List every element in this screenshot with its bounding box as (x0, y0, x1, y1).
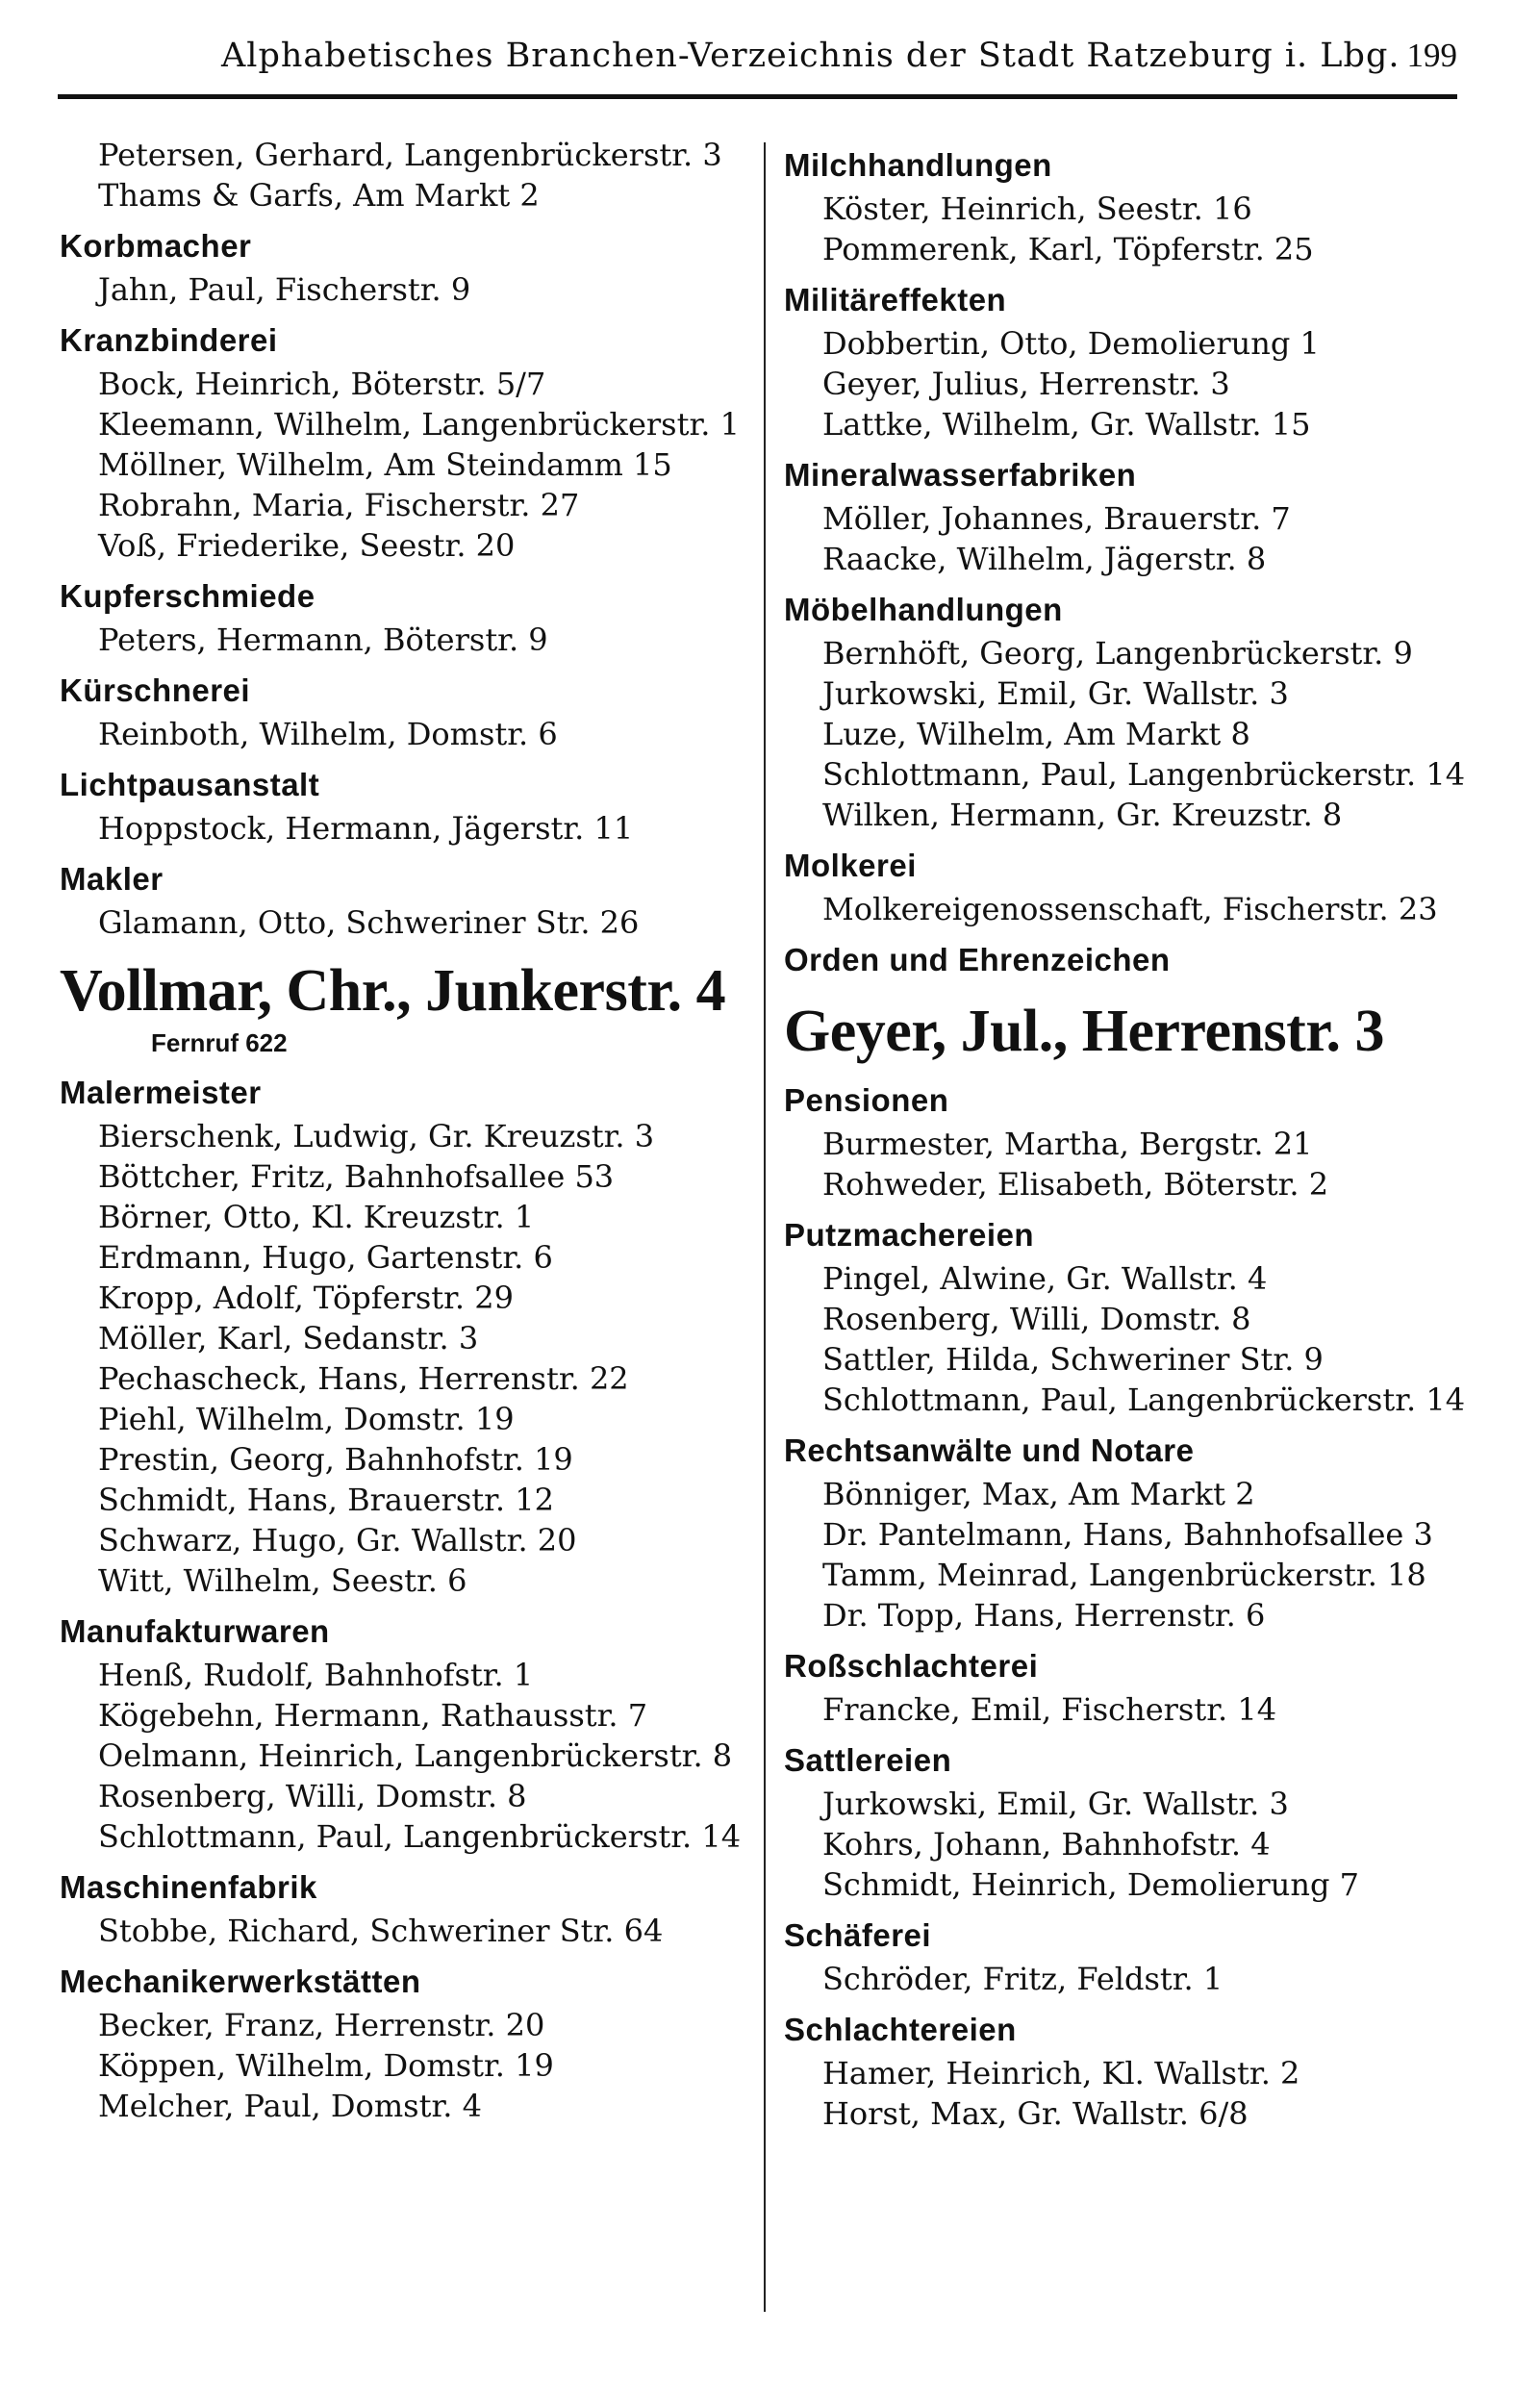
directory-entry: Petersen, Gerhard, Langenbrückerstr. 3 (98, 137, 722, 173)
category-heading: Mechanikerwerkstätten (60, 1964, 421, 1999)
category-heading: Korbmacher (60, 228, 252, 264)
directory-entry: Raacke, Wilhelm, Jägerstr. 8 (822, 541, 1267, 577)
directory-entry: Becker, Franz, Herrenstr. 20 (98, 2007, 545, 2043)
directory-entry: Möller, Johannes, Brauerstr. 7 (822, 500, 1291, 537)
directory-entry: Möller, Karl, Sedanstr. 3 (98, 1320, 479, 1356)
directory-entry: Erdmann, Hugo, Gartenstr. 6 (98, 1239, 553, 1276)
directory-entry: Prestin, Georg, Bahnhofstr. 19 (98, 1441, 573, 1478)
category-heading: Makler (60, 861, 164, 897)
directory-entry: Bierschenk, Ludwig, Gr. Kreuzstr. 3 (98, 1118, 655, 1154)
directory-entry: Bönniger, Max, Am Markt 2 (822, 1476, 1255, 1512)
running-title: Alphabetisches Branchen-Verzeichnis der Stadt Ratzeburg i. Lbg. (221, 37, 1400, 75)
directory-entry: Burmester, Martha, Bergstr. 21 (822, 1126, 1313, 1162)
directory-entry: Schröder, Fritz, Feldstr. 1 (822, 1961, 1224, 1997)
directory-entry: Bernhöft, Georg, Langenbrückerstr. 9 (822, 635, 1413, 672)
continued-entries (60, 135, 752, 215)
category-section (784, 142, 1476, 269)
directory-entry: Pommerenk, Karl, Töpferstr. 25 (822, 231, 1314, 267)
directory-entry: Melcher, Paul, Domstr. 4 (98, 2088, 482, 2124)
category-section (60, 1959, 752, 2126)
right-sections-b (784, 1077, 1476, 2134)
directory-entry: Pechascheck, Hans, Herrenstr. 22 (98, 1360, 629, 1397)
directory-entry: Witt, Wilhelm, Seestr. 6 (98, 1562, 467, 1599)
directory-entry: Hamer, Heinrich, Kl. Wallstr. 2 (822, 2055, 1300, 2091)
directory-entry: Stobbe, Richard, Schweriner Str. 64 (98, 1913, 664, 1949)
category-heading: Mineralwasserfabriken (784, 457, 1137, 493)
directory-entry: Schlottmann, Paul, Langenbrückerstr. 14 (822, 756, 1466, 793)
directory-entry: Pingel, Alwine, Gr. Wallstr. 4 (822, 1260, 1268, 1297)
right-column (784, 135, 1476, 2134)
category-section (60, 762, 752, 849)
directory-entry: Wilken, Hermann, Gr. Kreuzstr. 8 (822, 797, 1343, 833)
category-heading: Sattlereien (784, 1742, 952, 1778)
directory-entry: Oelmann, Heinrich, Langenbrückerstr. 8 (98, 1737, 733, 1774)
category-section (784, 937, 1476, 983)
directory-entry: Jurkowski, Emil, Gr. Wallstr. 3 (822, 675, 1289, 712)
directory-entry: Bock, Heinrich, Böterstr. 5/7 (98, 366, 546, 402)
running-head (58, 37, 1457, 85)
category-section (784, 2007, 1476, 2134)
directory-entry: Horst, Max, Gr. Wallstr. 6/8 (822, 2095, 1249, 2132)
directory-entry: Schmidt, Heinrich, Demolierung 7 (822, 1866, 1359, 1903)
directory-entry: Kleemann, Wilhelm, Langenbrückerstr. 1 (98, 406, 740, 443)
directory-entry: Schlottmann, Paul, Langenbrückerstr. 14 (98, 1818, 742, 1855)
directory-entry: Robrahn, Maria, Fischerstr. 27 (98, 487, 580, 523)
category-section (784, 587, 1476, 835)
directory-entry: Schmidt, Hans, Brauerstr. 12 (98, 1482, 554, 1518)
category-heading: Malermeister (60, 1075, 262, 1110)
directory-entry: Dr. Pantelmann, Hans, Bahnhofsallee 3 (822, 1516, 1433, 1553)
column-divider (764, 142, 766, 2312)
category-heading: Molkerei (784, 848, 917, 883)
category-heading: Pensionen (784, 1082, 949, 1118)
category-section (60, 1070, 752, 1601)
directory-entry: Dr. Topp, Hans, Herrenstr. 6 (822, 1597, 1266, 1634)
left-sections-b (60, 1070, 752, 2126)
category-heading: Kupferschmiede (60, 578, 315, 614)
header-rule (58, 94, 1457, 99)
directory-entry: Rosenberg, Willi, Domstr. 8 (822, 1301, 1251, 1337)
directory-entry: Geyer, Julius, Herrenstr. 3 (822, 366, 1230, 402)
category-heading: Kürschnerei (60, 672, 251, 708)
category-section (784, 277, 1476, 444)
category-section (60, 317, 752, 566)
category-section (60, 1864, 752, 1951)
left-column (60, 135, 752, 2126)
right-sections-a (784, 142, 1476, 983)
category-section (784, 843, 1476, 929)
directory-entry: Reinboth, Wilhelm, Domstr. 6 (98, 716, 558, 752)
directory-entry: Schlottmann, Paul, Langenbrückerstr. 14 (822, 1381, 1466, 1418)
category-section (784, 1428, 1476, 1635)
directory-entry: Luze, Wilhelm, Am Markt 8 (822, 716, 1250, 752)
category-section (784, 452, 1476, 579)
directory-entry: Kropp, Adolf, Töpferstr. 29 (98, 1280, 514, 1316)
category-heading: Schlachtereien (784, 2012, 1017, 2047)
category-section (784, 1913, 1476, 1999)
category-heading: Militäreffekten (784, 282, 1007, 317)
category-heading: Rechtsanwälte und Notare (784, 1432, 1195, 1468)
category-section (60, 573, 752, 660)
left-sections-a (60, 223, 752, 943)
category-heading: Roßschlachterei (784, 1648, 1039, 1684)
category-heading: Schäferei (784, 1917, 932, 1953)
category-section (60, 668, 752, 754)
directory-entry: Köppen, Wilhelm, Domstr. 19 (98, 2047, 554, 2084)
category-heading: Maschinenfabrik (60, 1869, 317, 1905)
advert-vollmar: Vollmar, Chr., Junkerstr. 4 (60, 958, 726, 1024)
directory-entry: Schwarz, Hugo, Gr. Wallstr. 20 (98, 1522, 577, 1559)
directory-entry: Francke, Emil, Fischerstr. 14 (822, 1691, 1277, 1728)
directory-entry: Thams & Garfs, Am Markt 2 (98, 177, 540, 214)
directory-entry: Lattke, Wilhelm, Gr. Wallstr. 15 (822, 406, 1311, 443)
category-heading: Möbelhandlungen (784, 592, 1063, 627)
directory-entry: Peters, Hermann, Böterstr. 9 (98, 621, 548, 658)
directory-entry: Voß, Friederike, Seestr. 20 (98, 527, 516, 564)
directory-entry: Sattler, Hilda, Schweriner Str. 9 (822, 1341, 1324, 1378)
directory-entry: Hoppstock, Hermann, Jägerstr. 11 (98, 810, 634, 847)
category-heading: Lichtpausanstalt (60, 767, 320, 802)
category-section (60, 223, 752, 310)
directory-entry: Tamm, Meinrad, Langenbrückerstr. 18 (822, 1557, 1426, 1593)
advert-phone: Fernruf 622 (151, 1028, 288, 1057)
directory-entry: Möllner, Wilhelm, Am Steindamm 15 (98, 446, 672, 483)
directory-entry: Molkereigenossenschaft, Fischerstr. 23 (822, 891, 1438, 927)
directory-entry: Jahn, Paul, Fischerstr. 9 (98, 271, 471, 308)
category-section (784, 1643, 1476, 1730)
category-heading: Orden und Ehrenzeichen (784, 942, 1171, 977)
category-section (60, 1609, 752, 1857)
directory-entry: Jurkowski, Emil, Gr. Wallstr. 3 (822, 1786, 1289, 1822)
directory-entry: Kohrs, Johann, Bahnhofstr. 4 (822, 1826, 1271, 1863)
category-section (784, 1077, 1476, 1204)
directory-entry: Rohweder, Elisabeth, Böterstr. 2 (822, 1166, 1329, 1203)
directory-entry: Kögebehn, Hermann, Rathausstr. 7 (98, 1697, 648, 1734)
page-number: 199 (1406, 37, 1457, 74)
category-heading: Milchhandlungen (784, 147, 1052, 183)
category-heading: Manufakturwaren (60, 1613, 330, 1649)
directory-entry: Piehl, Wilhelm, Domstr. 19 (98, 1401, 515, 1437)
directory-entry: Dobbertin, Otto, Demolierung 1 (822, 325, 1320, 362)
directory-entry: Köster, Heinrich, Seestr. 16 (822, 190, 1252, 227)
directory-entry: Rosenberg, Willi, Domstr. 8 (98, 1778, 527, 1814)
category-heading: Putzmachereien (784, 1217, 1035, 1253)
category-section (784, 1737, 1476, 1905)
directory-entry: Böttcher, Fritz, Bahnhofsallee 53 (98, 1158, 615, 1195)
directory-entry: Glamann, Otto, Schweriner Str. 26 (98, 904, 640, 941)
directory-entry: Börner, Otto, Kl. Kreuzstr. 1 (98, 1199, 535, 1235)
advert-geyer: Geyer, Jul., Herrenstr. 3 (784, 999, 1385, 1064)
category-section (784, 1212, 1476, 1420)
category-section (60, 856, 752, 943)
directory-entry: Henß, Rudolf, Bahnhofstr. 1 (98, 1657, 534, 1693)
category-heading: Kranzbinderei (60, 322, 278, 358)
